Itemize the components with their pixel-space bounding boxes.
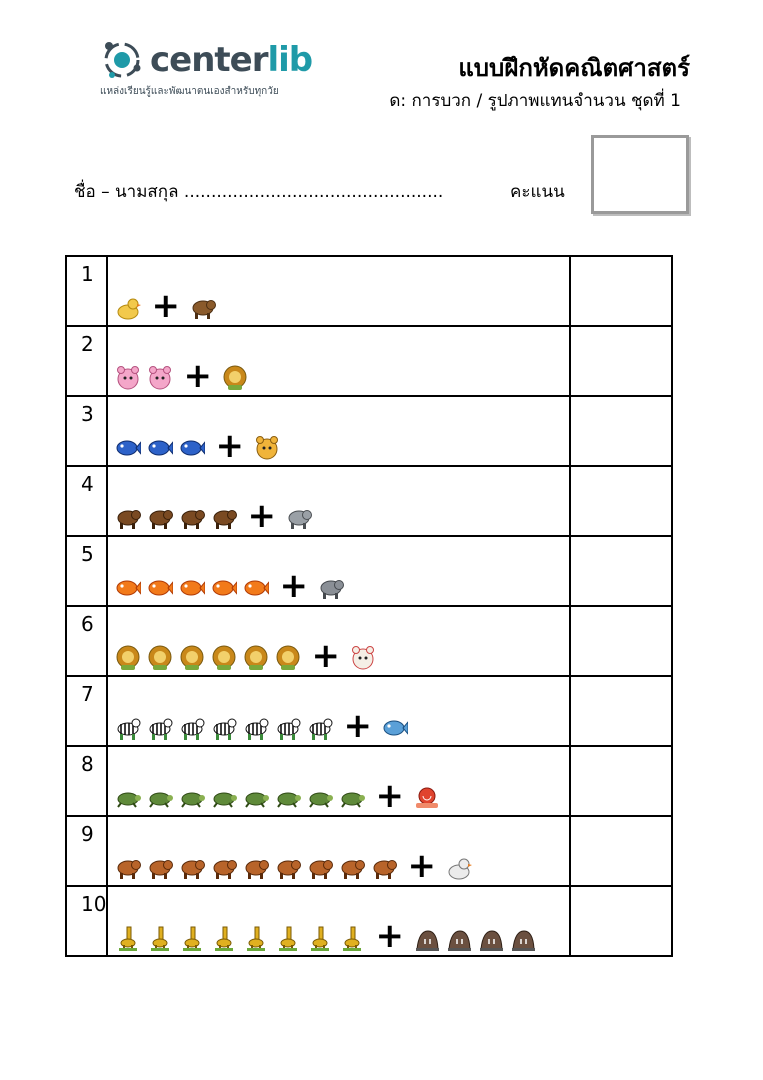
- problem-row: [66, 256, 672, 326]
- worksheet-subtitle: ด: การบวก / รูปภาพแทนจำนวน ชุดที่ 1: [389, 91, 681, 111]
- logo-tagline: แหล่งเรียนรู้และพัฒนาตนเองสำหรับทุกวัย: [100, 86, 279, 97]
- expression-row: [115, 636, 376, 676]
- name-field-label[interactable]: ชื่อ – นามสกุล ................................................: [74, 182, 444, 202]
- lion-icon: [243, 645, 269, 671]
- giraffe-icon: [211, 925, 237, 951]
- turtle-icon: [243, 785, 269, 811]
- plus-sign: +: [151, 286, 180, 326]
- goldfish-icon: [179, 575, 205, 601]
- expression-row: [115, 776, 440, 816]
- tiger-icon: [254, 435, 280, 461]
- goldfish-icon: [147, 575, 173, 601]
- problem-row: [66, 396, 672, 466]
- walrus-icon: [510, 925, 536, 951]
- problem-number: 7: [66, 676, 107, 746]
- logo-mark-icon: [100, 38, 144, 82]
- expression-row: [115, 286, 216, 326]
- problem-expression: [107, 816, 570, 886]
- turtle-icon: [147, 785, 173, 811]
- goose-icon: [446, 855, 472, 881]
- zebra-icon: [275, 715, 301, 741]
- walrus-icon: [478, 925, 504, 951]
- fish-icon: [115, 435, 141, 461]
- plus-sign: +: [407, 846, 436, 886]
- problem-row: [66, 326, 672, 396]
- problem-row: [66, 746, 672, 816]
- problem-row: [66, 886, 672, 956]
- zebra-icon: [243, 715, 269, 741]
- mammoth-icon: [211, 505, 237, 531]
- cow-icon: [339, 855, 365, 881]
- turtle-icon: [211, 785, 237, 811]
- plus-sign: +: [183, 356, 212, 396]
- pig-icon: [147, 365, 173, 391]
- answer-cell[interactable]: [570, 676, 672, 746]
- problem-row: [66, 536, 672, 606]
- zebra-icon: [115, 715, 141, 741]
- centerlib-logo: [100, 36, 330, 106]
- answer-cell[interactable]: [570, 256, 672, 326]
- worksheet-title: แบบฝึกหัดคณิตศาสตร์: [458, 54, 690, 82]
- problem-row: [66, 676, 672, 746]
- problem-expression: [107, 466, 570, 536]
- answer-cell[interactable]: [570, 606, 672, 676]
- problem-number: 4: [66, 466, 107, 536]
- giraffe-icon: [179, 925, 205, 951]
- problem-number: 9: [66, 816, 107, 886]
- problem-number: 10: [66, 886, 107, 956]
- plus-sign: +: [375, 776, 404, 816]
- problem-expression: [107, 326, 570, 396]
- problem-expression: [107, 606, 570, 676]
- answer-cell[interactable]: [570, 396, 672, 466]
- zebra-icon: [211, 715, 237, 741]
- problem-number: 1: [66, 256, 107, 326]
- expression-row: [115, 496, 312, 536]
- turtle-icon: [307, 785, 333, 811]
- problems-table: [65, 255, 673, 957]
- donkey-icon: [286, 505, 312, 531]
- expression-row: [115, 846, 472, 886]
- giraffe-icon: [115, 925, 141, 951]
- score-box[interactable]: [591, 135, 689, 214]
- turtle-icon: [275, 785, 301, 811]
- lion-icon: [222, 365, 248, 391]
- plus-sign: +: [247, 496, 276, 536]
- bear-icon: [190, 295, 216, 321]
- walrus-icon: [414, 925, 440, 951]
- problem-expression: [107, 536, 570, 606]
- pig-icon: [115, 365, 141, 391]
- logo-name: centerlib: [150, 40, 313, 80]
- expression-row: [115, 916, 536, 956]
- goldfish-icon: [211, 575, 237, 601]
- score-label: คะแนน: [510, 182, 565, 202]
- plus-sign: +: [215, 426, 244, 466]
- mammoth-icon: [115, 505, 141, 531]
- fish-icon: [147, 435, 173, 461]
- problem-expression: [107, 396, 570, 466]
- problem-expression: [107, 256, 570, 326]
- cow-icon: [211, 855, 237, 881]
- turtle-icon: [179, 785, 205, 811]
- cow-icon: [243, 855, 269, 881]
- problem-number: 8: [66, 746, 107, 816]
- cow-icon: [179, 855, 205, 881]
- giraffe-icon: [339, 925, 365, 951]
- plus-sign: +: [343, 706, 372, 746]
- answer-cell[interactable]: [570, 886, 672, 956]
- giraffe-icon: [307, 925, 333, 951]
- giraffe-icon: [147, 925, 173, 951]
- cow-icon: [115, 855, 141, 881]
- cow-icon: [307, 855, 333, 881]
- zebra-icon: [179, 715, 205, 741]
- answer-cell[interactable]: [570, 326, 672, 396]
- duck-icon: [115, 295, 141, 321]
- answer-cell[interactable]: [570, 466, 672, 536]
- cow-icon: [371, 855, 397, 881]
- snail-icon: [414, 785, 440, 811]
- plus-sign: +: [311, 636, 340, 676]
- answer-cell[interactable]: [570, 746, 672, 816]
- problem-row: [66, 816, 672, 886]
- answer-cell[interactable]: [570, 536, 672, 606]
- giraffe-icon: [243, 925, 269, 951]
- cow-icon: [147, 855, 173, 881]
- giraffe-icon: [275, 925, 301, 951]
- plus-sign: +: [279, 566, 308, 606]
- lion-icon: [275, 645, 301, 671]
- problem-number: 2: [66, 326, 107, 396]
- problem-expression: [107, 676, 570, 746]
- problem-row: [66, 466, 672, 536]
- problem-expression: [107, 886, 570, 956]
- zebra-icon: [307, 715, 333, 741]
- goldfish-icon: [115, 575, 141, 601]
- shark-icon: [382, 715, 408, 741]
- fish-icon: [179, 435, 205, 461]
- lion-icon: [115, 645, 141, 671]
- problem-row: [66, 606, 672, 676]
- expression-row: [115, 426, 280, 466]
- goldfish-icon: [243, 575, 269, 601]
- problem-expression: [107, 746, 570, 816]
- problem-number: 3: [66, 396, 107, 466]
- lion-icon: [211, 645, 237, 671]
- zebra-icon: [147, 715, 173, 741]
- mammoth-icon: [147, 505, 173, 531]
- plus-sign: +: [375, 916, 404, 956]
- elephant-icon: [318, 575, 344, 601]
- expression-row: [115, 706, 408, 746]
- problem-number: 5: [66, 536, 107, 606]
- mammoth-icon: [179, 505, 205, 531]
- cow-icon: [275, 855, 301, 881]
- walrus-icon: [446, 925, 472, 951]
- turtle-icon: [339, 785, 365, 811]
- answer-cell[interactable]: [570, 816, 672, 886]
- lion-icon: [147, 645, 173, 671]
- cat-icon: [350, 645, 376, 671]
- turtle-icon: [115, 785, 141, 811]
- lion-icon: [179, 645, 205, 671]
- problem-number: 6: [66, 606, 107, 676]
- expression-row: [115, 356, 248, 396]
- expression-row: [115, 566, 344, 606]
